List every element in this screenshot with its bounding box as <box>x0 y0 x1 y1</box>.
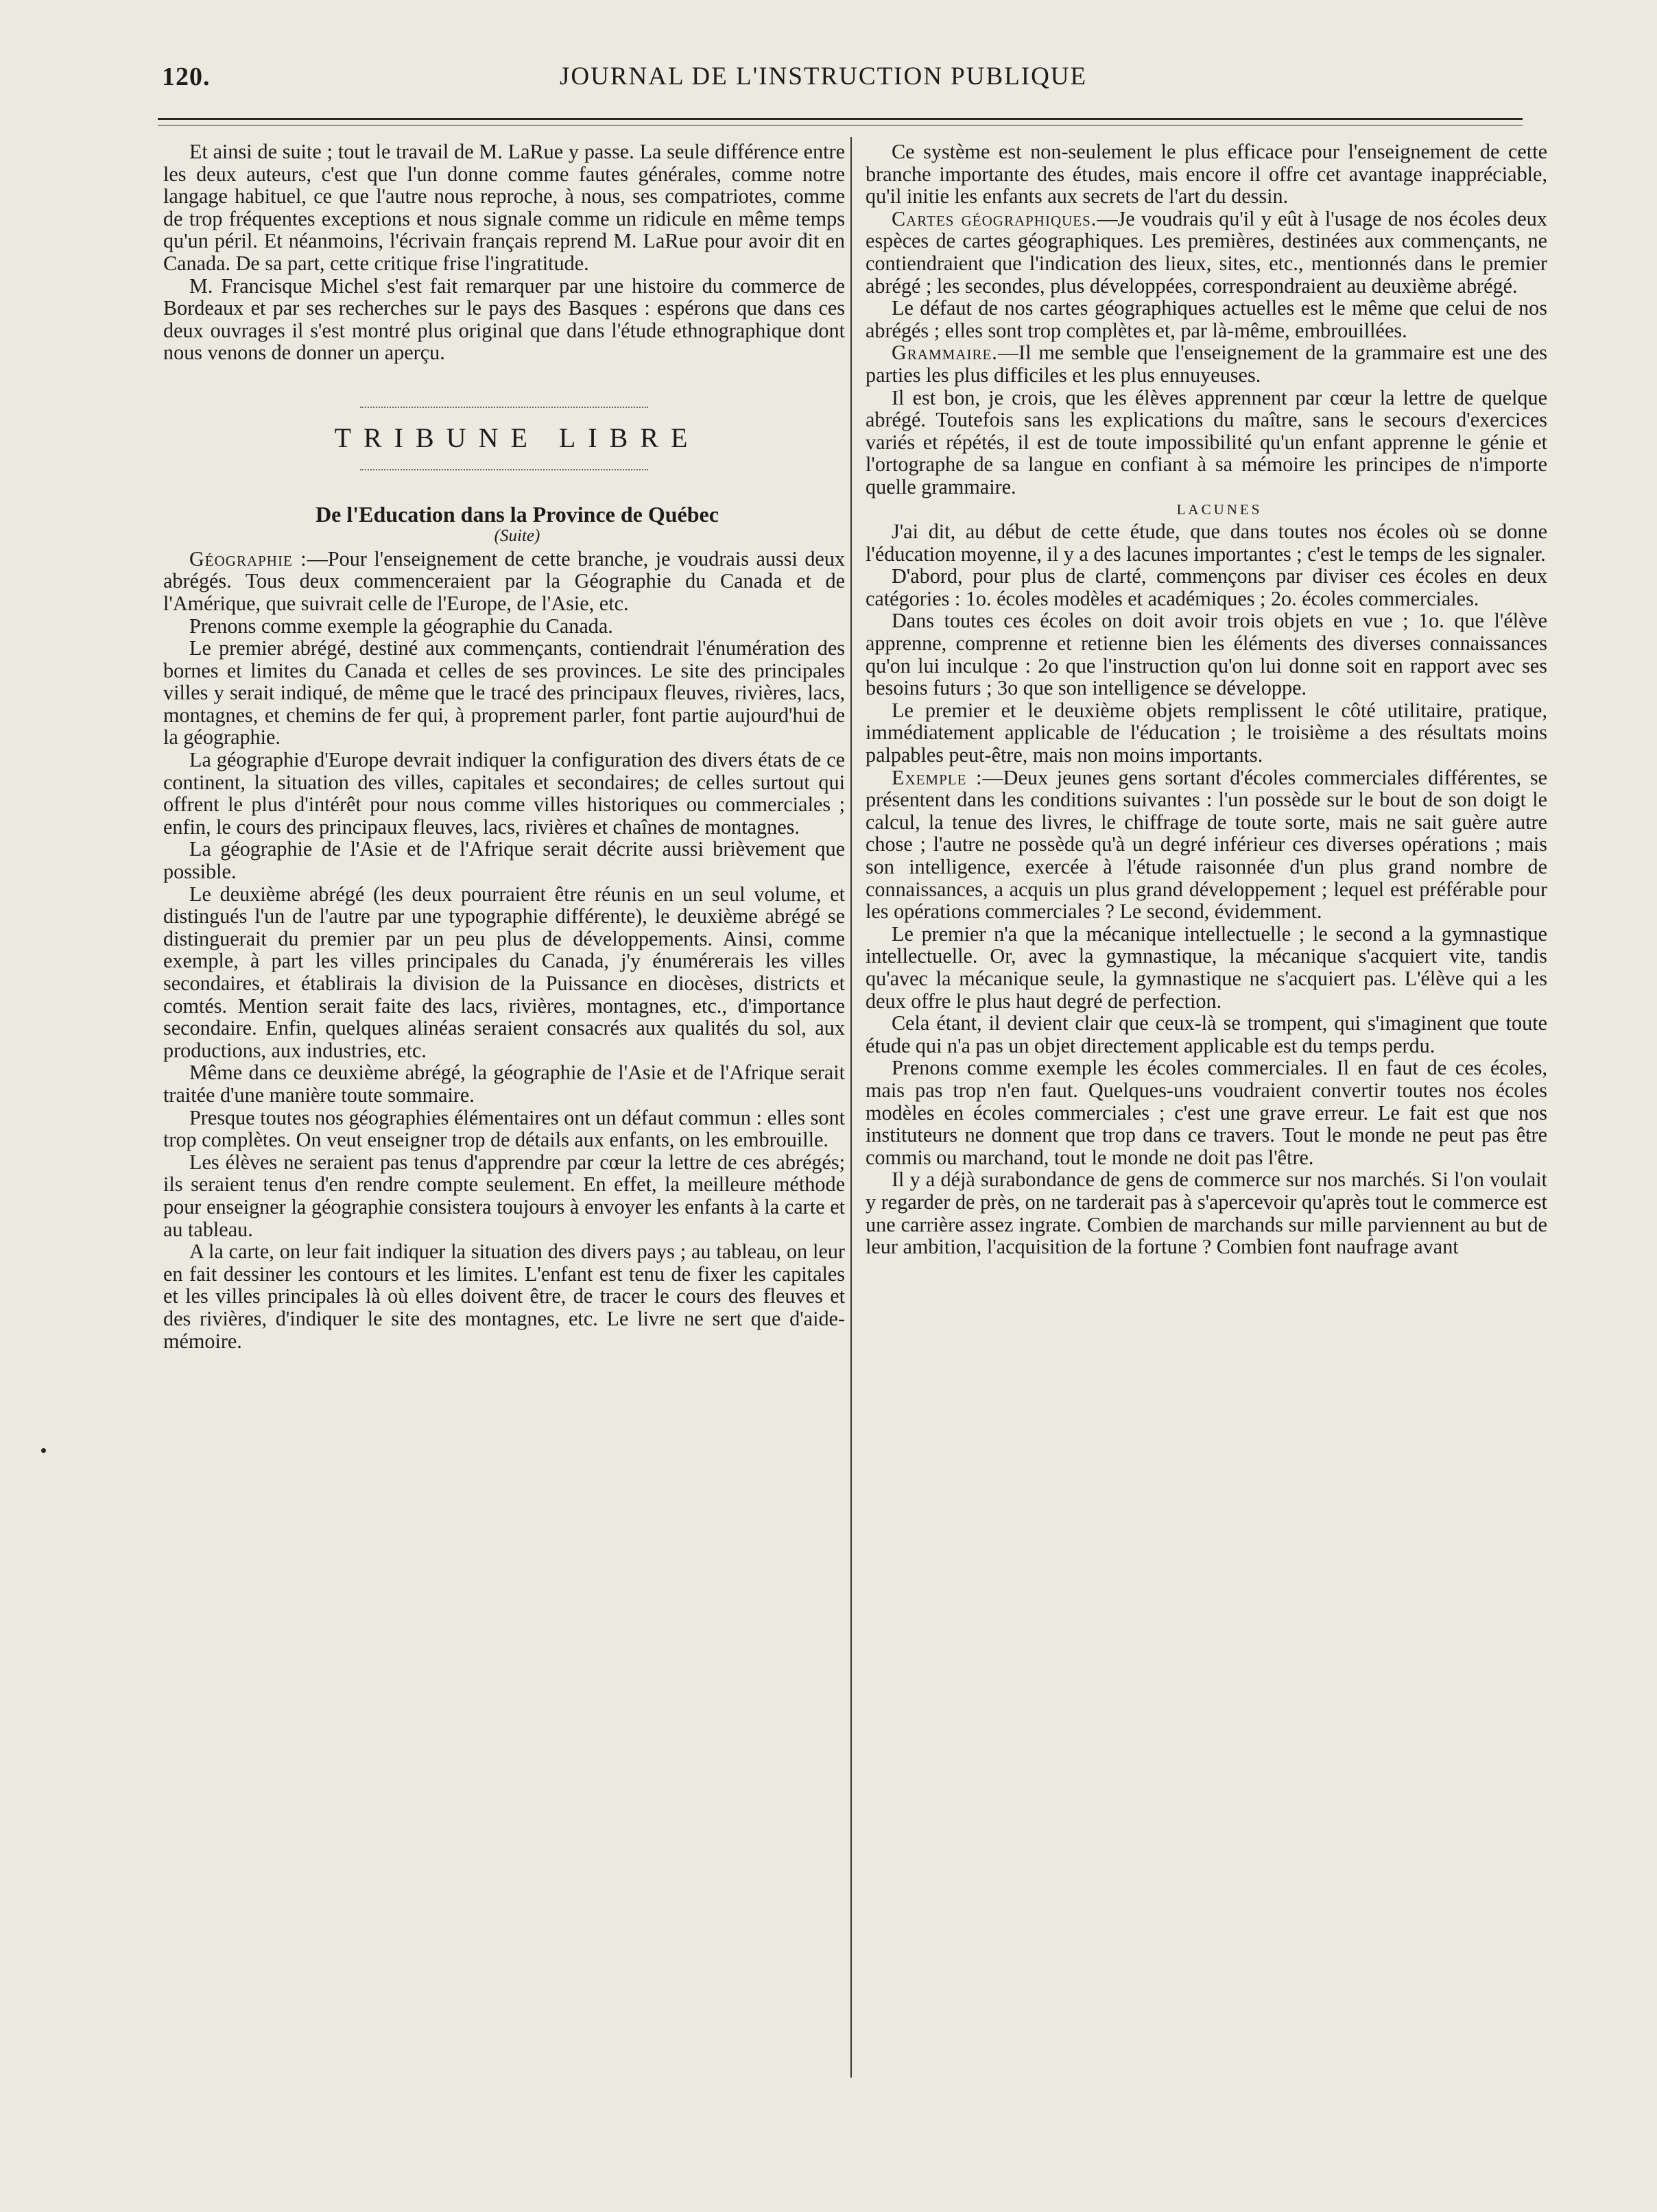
article-subtitle: (Suite) <box>494 527 540 546</box>
paragraph: Cela étant, il devient clair que ceux-là se trompent, qui s'imaginent que toute étude qui n'a pas un objet directement applicable est du temps perdu. <box>866 1011 1547 1057</box>
article-title: De l'Education dans la Province de Québec <box>315 501 719 527</box>
margin-ink-dot <box>41 1448 46 1453</box>
paragraph: M. Francisque Michel s'est fait remarquer par une histoire du commerce de Bordeaux et par ses recherches sur le pays des Basques : espérons que dans ces deux ouvrages il s'est montré plus original que dans l'étude ethnographique dont nous venons de donner un aperçu. <box>163 274 845 365</box>
right-column <box>866 141 1547 1258</box>
run-in-label: Cartes géographiques. <box>892 206 1097 230</box>
paragraph: Le deuxième abrégé (les deux pourraient être réunis en un seul volume, et distingués l'un de l'autre par une typographie différente), le deuxième abrégé se distinguerait du premier par un peu plus de développements. Ainsi, comme exemple, à part les villes principales du Canada, j'y énumérerais les villes secondaires, et établirais la division de la Puissance en diocèses, districts et comtés. Mention serait faite des lacs, rivières, montagnes, etc., d'importance secondaire. Enfin, quelques alinéas seraient consacrés aux qualités du sol, aux productions, aux industries, etc. <box>163 882 845 1062</box>
paragraph: La géographie d'Europe devrait indiquer la configuration des divers états de ce continent, la situation des villes, capitales et secondaires; de celles surtout qui offrent le plus d'intérêt pour nous comme villes historiques ou commerciales ; enfin, le cours des principaux fleuves, lacs, rivières et chaînes de montagnes. <box>163 748 845 839</box>
paragraph: Ce système est non-seulement le plus efficace pour l'enseignement de cette branche importante des études, mais encore il offre cet avantage inappréciable, qu'il initie les enfants aux secrets de l'art du dessin. <box>866 140 1547 208</box>
header-rule-thick <box>158 118 1523 120</box>
paragraph: Le premier n'a que la mécanique intellectuelle ; le second a la gymnastique intellectuelle. Or, avec la gymnastique, la mécanique s'acquiert vite, tandis qu'avec la mécanique seule, la gymnastique ne s'acquiert pas. L'élève qui a les deux offre le plus haut degré de perfection. <box>866 922 1547 1013</box>
journal-title: JOURNAL DE L'INSTRUCTION PUBLIQUE <box>560 62 1088 91</box>
page-number: 120. <box>162 62 211 91</box>
section-separator <box>360 469 648 470</box>
paragraph: Les élèves ne seraient pas tenus d'apprendre par cœur la lettre de ces abrégés; ils seraient tenus d'en rendre compte seulement. En effet, la meilleure méthode pour enseigner la géographie consistera toujours à envoyer les enfants à la carte et au tableau. <box>163 1150 845 1241</box>
paragraph: Presque toutes nos géographies élémentaires ont un défaut commun : elles sont trop complètes. On veut enseigner trop de détails aux enfants, on les embrouille. <box>163 1105 845 1152</box>
paragraph-text: —Il me semble que l'enseignement de la grammaire est une des parties les plus difficiles et les plus ennuyeuses. <box>866 341 1547 387</box>
paragraph: Le premier abrégé, destiné aux commençants, contiendrait l'énumération des bornes et limites du Canada et celles de ses provinces. Le site des principales villes y serait indiqué, de même que le tracé des principaux fleuves, rivières, lacs, montagnes, et chemins de fer qui, à proprement parler, font partie aujourd'hui de la géographie. <box>163 636 845 749</box>
subsection-heading: LACUNES <box>1176 501 1263 518</box>
running-head <box>162 62 1520 103</box>
paragraph: Prenons comme exemple la géographie du Canada. <box>189 614 613 638</box>
paragraph: J'ai dit, au début de cette étude, que dans toutes nos écoles où se donne l'éducation moyenne, il y a des lacunes importantes ; c'est le temps de les signaler. <box>866 520 1547 566</box>
run-in-label: Exemple : <box>892 765 983 789</box>
paragraph <box>866 767 1547 923</box>
paragraph-text: —Je voudrais qu'il y eût à l'usage de nos écoles deux espèces de cartes géographiques. Les premières, destinées aux commençants, ne contiendraient que l'indication des lieux, sites, etc., mentionnés dans le premier abrégé ; les secondes, plus développées, correspondraient au deuxième abrégé. <box>866 206 1547 298</box>
run-in-label: Géographie : <box>189 546 307 570</box>
paragraph <box>866 341 1547 386</box>
column-divider <box>850 137 852 2078</box>
paragraph: La géographie de l'Asie et de l'Afrique serait décrite aussi brièvement que possible. <box>163 837 845 884</box>
paragraph: Le défaut de nos cartes géographiques actuelles est le même que celui de nos abrégés ; elles sont trop complètes et, par là-même, embrouillées. <box>866 296 1547 342</box>
paragraph: Il y a déjà surabondance de gens de commerce sur nos marchés. Si l'on voulait y regarder de près, on ne tarderait pas à s'apercevoir qu'après tout le commerce est une carrière assez ingrate. Combien de marchands sur mille parviennent au but de leur ambition, l'acquisition de la fortune ? Combien font naufrage avant <box>866 1168 1547 1259</box>
section-separator <box>360 407 648 408</box>
paragraph: Et ainsi de suite ; tout le travail de M. LaRue y passe. La seule différence entre les deux auteurs, c'est que l'un donne comme fautes générales, comme notre langage habituel, ce que l'autre nous reproche, à nous, ses compatriotes, comme de trop fréquentes exceptions et nous signale comme un ridicule en même temps qu'un péril. Et néanmoins, l'écrivain français reprend M. LaRue pour avoir dit en Canada. De sa part, cette critique frise l'ingratitude. <box>163 140 845 275</box>
section-heading: TRIBUNE LIBRE <box>334 422 700 453</box>
paragraph: Prenons comme exemple les écoles commerciales. Il en faut de ces écoles, mais pas trop n'en faut. Quelques-uns voudraient convertir toutes nos écoles modèles en écoles commerciales ; c'est une grave erreur. Le fait est que nos instituteurs ne donnent que trop dans ce travers. Tout le monde ne peut pas être commis ou marchand, tout le monde ne doit pas l'être. <box>866 1056 1547 1169</box>
paragraph: Il est bon, je crois, que les élèves apprennent par cœur la lettre de quelque abrégé. Toutefois sans les explications du maître, sans le secours d'exercices variés et répétés, il est de toute impossibilité qu'un enfant apprenne le génie et l'ortographe de sa langue en confiant à sa mémoire les principes de n'importe quelle grammaire. <box>866 385 1547 498</box>
paragraph <box>866 208 1547 297</box>
paragraph: D'abord, pour plus de clarté, commençons par diviser ces écoles en deux catégories : 1o. écoles modèles et académiques ; 2o. écoles commerciales. <box>866 564 1547 610</box>
paragraph: Dans toutes ces écoles on doit avoir trois objets en vue ; 1o. que l'élève apprenne, comprenne et retienne bien les éléments des diverses connaissances qu'on lui inculque : 2o que l'instruction qu'on lui donne soit en rapport avec ses besoins futurs ; 3o que son intelligence se développe. <box>866 609 1547 700</box>
paragraph: Le premier et le deuxième objets remplissent le côté utilitaire, pratique, immédiatement applicable de l'éducation ; le troisième a des résultats moins palpables peut-être, mais non moins importants. <box>866 698 1547 767</box>
paragraph: Même dans ce deuxième abrégé, la géographie de l'Asie et de l'Afrique serait traitée d'une manière toute sommaire. <box>163 1061 845 1107</box>
left-column <box>163 141 845 1352</box>
run-in-label: Grammaire. <box>892 341 998 365</box>
paragraph <box>163 548 845 615</box>
paragraph-text: —Deux jeunes gens sortant d'écoles commerciales différentes, se présentent dans les conditions suivantes : l'un possède sur le bout de son doigt le calcul, la tenue des livres, le chiffrage de toute sorte, mais ne sait guère autre chose ; l'autre ne possède qu'à un degré inférieur ces diverses opérations ; mais son intelligence, exercée à l'étude raisonnée d'un plus grand nombre de connaissances, a acquis un plus grand développement ; lequel est préférable pour les opérations commerciales ? Le second, évidemment. <box>866 765 1548 924</box>
paragraph-text: —Pour l'enseignement de cette branche, je voudrais aussi deux abrégés. Tous deux commenceraient par la Géographie du Canada et de l'Amérique, que suivrait celle de l'Europe, de l'Asie, etc. <box>163 546 846 615</box>
paragraph: A la carte, on leur fait indiquer la situation des divers pays ; au tableau, on leur en fait dessiner les contours et les limites. L'enfant est tenu de fixer les capitales et les villes principales là où elles doivent être, de tracer le cours des fleuves et des rivières, d'indiquer le site des montagnes, etc. Le livre ne sert que d'aide-mémoire. <box>163 1240 845 1353</box>
